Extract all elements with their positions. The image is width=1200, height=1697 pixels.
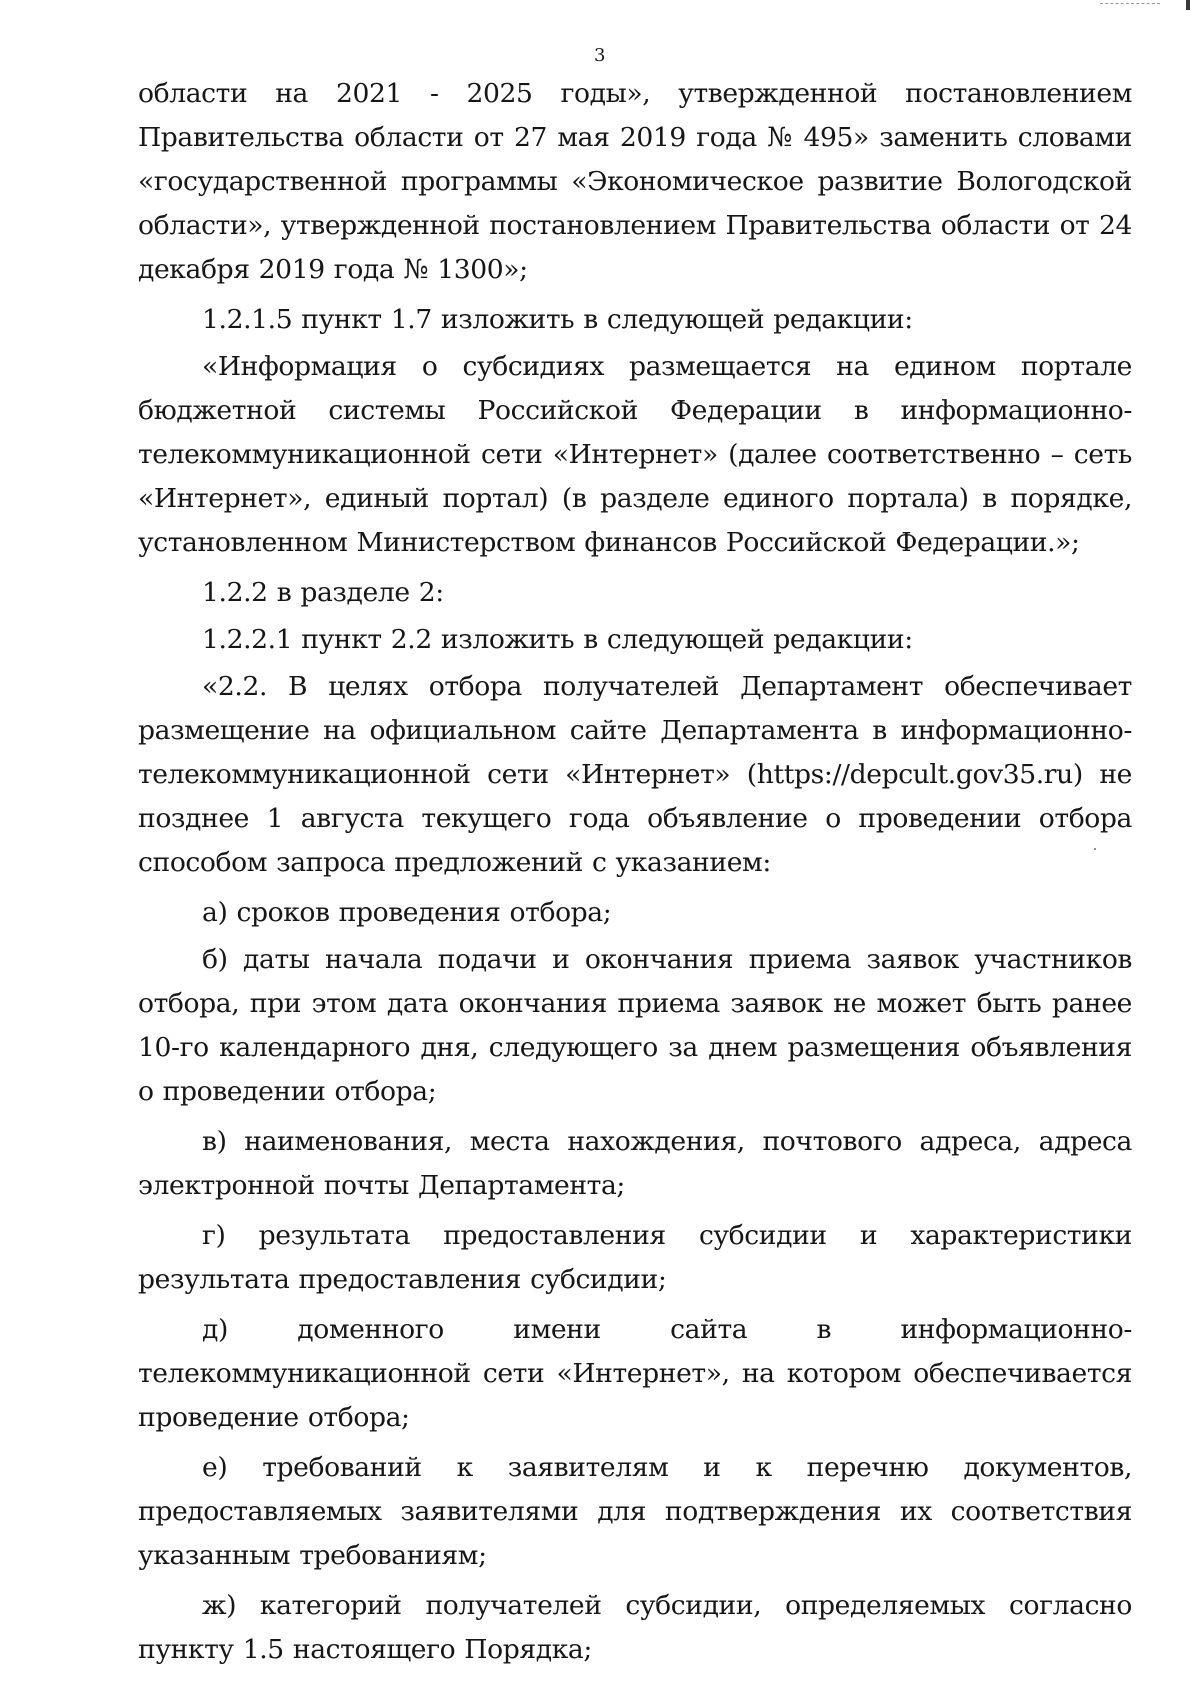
document-body xyxy=(138,72,1132,1678)
paragraph-item-1-2-2-1: 1.2.2.1 пункт 2.2 изложить в следующей редакции: xyxy=(202,624,913,655)
paragraph-continuation: области на 2021 - 2025 годы», утвержденной постановлением Правительства области от 27 мая 2019 года № 495» заменить словами «государственной программы «Экономическое развитие Вологодской области», утвержденной постановлением Правительства области от 24 декабря 2019 года № 1300»; xyxy=(138,78,1132,285)
scan-artifact-speck xyxy=(1094,848,1096,850)
list-item-a: а) сроков проведения отбора; xyxy=(202,897,612,928)
paragraph-quote-info-subsidies: «Информация о субсидиях размещается на едином портале бюджетной системы Российской Федерации в информационно-телекоммуникационной сети «Интернет» (далее соответственно – сеть «Интернет», единый портал) (в разделе единого портала) в порядке, установленном Министерством финансов Российской Федерации.»; xyxy=(138,351,1132,558)
list-item-e: е) требований к заявителям и к перечню документов, предоставляемых заявителями для подтверждения их соответствия указанным требованиям; xyxy=(138,1452,1132,1571)
list-item-g: г) результата предоставления субсидии и характеристики результата предоставления субсидии; xyxy=(138,1220,1132,1295)
paragraph-quote-2-2: «2.2. В целях отбора получателей Департамент обеспечивает размещение на официальном сайте Департамента в информационно-телекоммуникационной сети «Интернет» (https://depcult.gov35.ru) не позднее 1 августа текущего года объявление о проведении отбора способом запроса предложений с указанием: xyxy=(138,671,1132,878)
list-item-v: в) наименования, места нахождения, почтового адреса, адреса электронной почты Департамента; xyxy=(138,1126,1132,1201)
list-item-d: д) доменного имени сайта в информационно-телекоммуникационной сети «Интернет», на котором обеспечивается проведение отбора; xyxy=(138,1314,1132,1433)
list-item-zh: ж) категорий получателей субсидии, определяемых согласно пункту 1.5 настоящего Порядка; xyxy=(138,1590,1132,1665)
scan-artifact-mark xyxy=(1186,0,1190,10)
paragraph-item-1-2-2: 1.2.2 в разделе 2: xyxy=(202,577,444,608)
list-item-b: б) даты начала подачи и окончания приема заявок участников отбора, при этом дата окончания приема заявок не может быть ранее 10-го календарного дня, следующего за днем размещения объявления о проведении отбора; xyxy=(138,944,1132,1107)
paragraph-item-1-2-1-5: 1.2.1.5 пункт 1.7 изложить в следующей редакции: xyxy=(202,304,913,335)
page-number: 3 xyxy=(594,45,606,66)
scan-artifact-dash xyxy=(1100,3,1160,5)
